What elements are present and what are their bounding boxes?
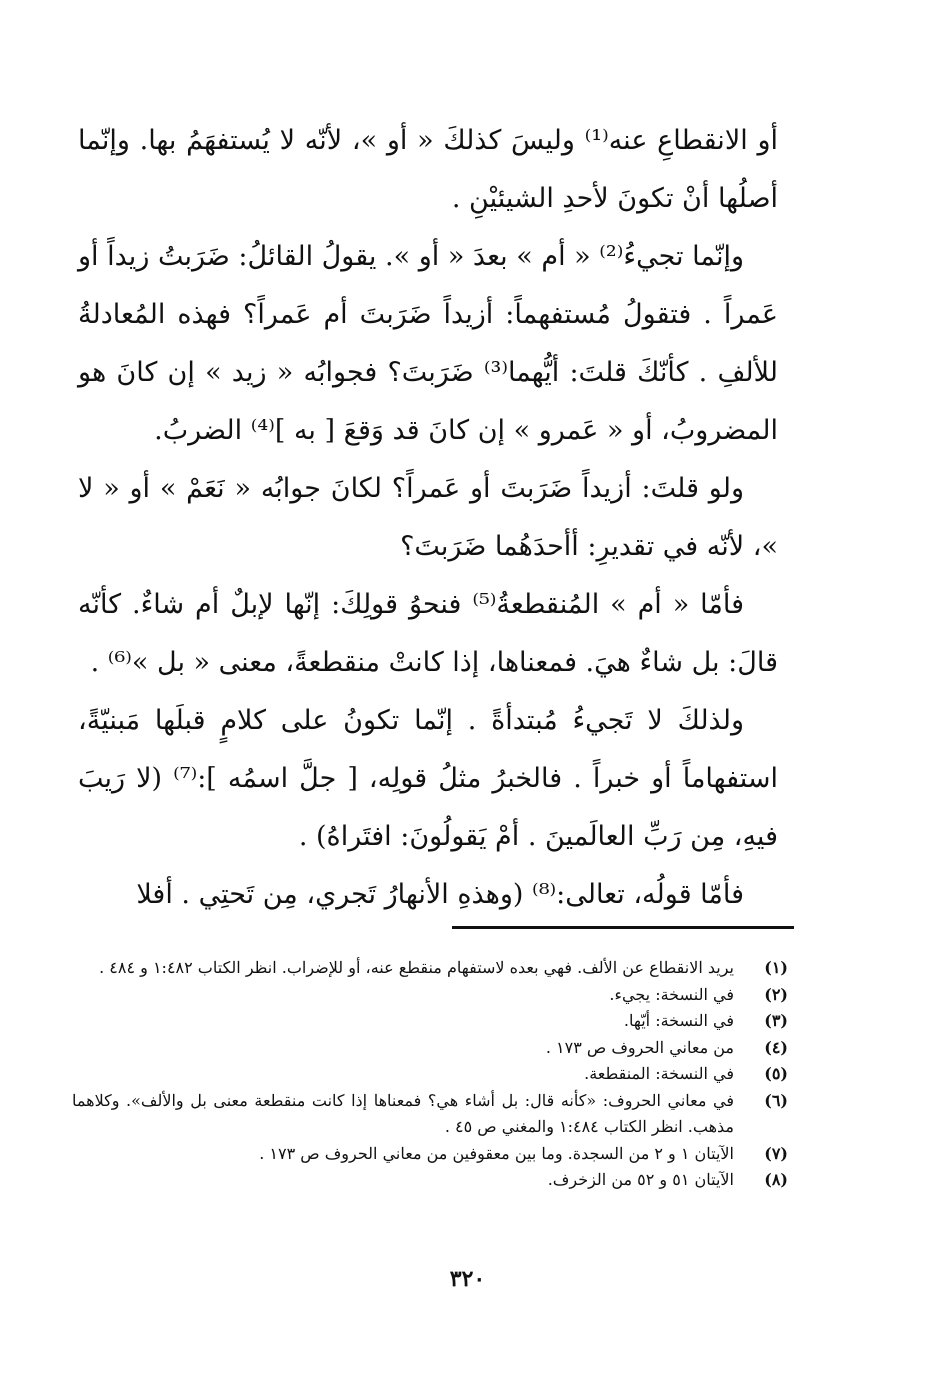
footnote-text: الآيتان ٥١ و ٥٢ من الزخرف. bbox=[547, 1170, 734, 1189]
footnote bbox=[72, 1035, 788, 1062]
paragraph: وإنّما تجيءُ⁽²⁾ « أم » بعدَ « أو ». يقولُ القائلُ: ضَرَبتُ زيداً أو عَمراً . فتقولُ مُستفهماً: أزيداً ضَرَبتَ أم عَمراً؟ فهذه المُعادلةُ للألفِ . كأنّكَ قلتَ: أيُّهما⁽³⁾ ضَرَبتَ؟ فجوابُه « زيد » إن كانَ هو المضروبُ، أو « عَمرو » إن كانَ قد وَقعَ [ به ]⁽⁴⁾ الضربُ. bbox=[78, 241, 778, 446]
footnote bbox=[72, 1061, 788, 1088]
footnote-text: في النسخة: أيّها. bbox=[623, 1011, 734, 1030]
footnote-number: (٥) bbox=[764, 1064, 788, 1083]
paragraph: أو الانقطاعِ عنه⁽¹⁾ وليسَ كذلكَ « أو »، لأنّه لا يُستفهَمُ بها. وإنّما أصلُها أنْ تكونَ لأحدِ الشيئيْنِ . bbox=[78, 125, 778, 214]
footnote-text: الآيتان ١ و ٢ من السجدة. وما بين معقوفين من معاني الحروف ص ١٧٣ . bbox=[259, 1143, 734, 1163]
footnote-separator bbox=[452, 926, 794, 929]
footnote-number: (٤) bbox=[764, 1037, 788, 1057]
footnote bbox=[72, 1008, 788, 1035]
footnote-text: يريد الانقطاع عن الألف. فهي بعده لاستفهام منقطع عنه، أو للإضراب. انظر الكتاب ١:٤٨٢ و ٤٨٤ . bbox=[99, 958, 734, 977]
footnote bbox=[72, 1088, 788, 1141]
paragraph: ولذلكَ لا تَجيءُ مُبتدأةً . إنّما تكونُ على كلامٍ قبلَها مَبنيّةً، استفهاماً أو خبراً . فالخبرُ مثلُ قولِه، [ جلَّ اسمُه ]:⁽⁷⁾ (لا رَيبَ فيهِ، مِن رَبِّ العالَمينَ . أمْ يَقولُونَ: افتَراهُ) . bbox=[78, 705, 779, 852]
footnote-number: (٨) bbox=[764, 1170, 788, 1189]
footnote-number: (٢) bbox=[764, 984, 788, 1004]
footnote-text: من معاني الحروف ص ١٧٣ . bbox=[545, 1037, 734, 1057]
page-number: ٣٢٠ bbox=[449, 1266, 486, 1292]
footnote-number: (٧) bbox=[764, 1143, 788, 1163]
footnote-text: في معاني الحروف: «كأنه قال: بل أشاء هي؟ فمعناها إذا كانت منقطعة معنى بل والألف». وكلاهما مذهب. انظر الكتاب ١:٤٨٤ والمغني ص ٤٥ . bbox=[72, 1090, 734, 1136]
footnote bbox=[72, 982, 788, 1009]
footnote-text: في النسخة: المنقطعة. bbox=[584, 1064, 734, 1083]
footnote-number: (٣) bbox=[764, 1011, 788, 1030]
footnote bbox=[72, 955, 788, 982]
footnote bbox=[72, 1167, 788, 1194]
paragraph: ولو قلتَ: أزيداً ضَرَبتَ أو عَمراً؟ لكانَ جوابُه « نَعَمْ » أو « لا »، لأنّه في تقديرِ: أأحدَهُما ضَرَبتَ؟ bbox=[78, 473, 778, 562]
footnote-number: (١) bbox=[764, 958, 788, 977]
footnote bbox=[72, 1141, 788, 1168]
paragraph: فأمّا قولُه، تعالى:⁽⁸⁾ (وهذهِ الأنهارُ تَجري، مِن تَحتِي . أفلا bbox=[136, 879, 744, 910]
footnotes bbox=[72, 955, 788, 1194]
footnote-text: في النسخة: يجيء. bbox=[609, 984, 734, 1004]
footnote-number: (٦) bbox=[764, 1090, 788, 1110]
main-text bbox=[78, 112, 778, 924]
paragraph: فأمّا « أم » المُنقطعةُ⁽⁵⁾ فنحوُ قولِكَ: إنّها لإبلٌ أم شاءٌ. كأنّه قالَ: بل شاءٌ هيَ. فمعناها، إذا كانتْ منقطعةً، معنى « بل »⁽⁶⁾ . bbox=[78, 589, 778, 678]
